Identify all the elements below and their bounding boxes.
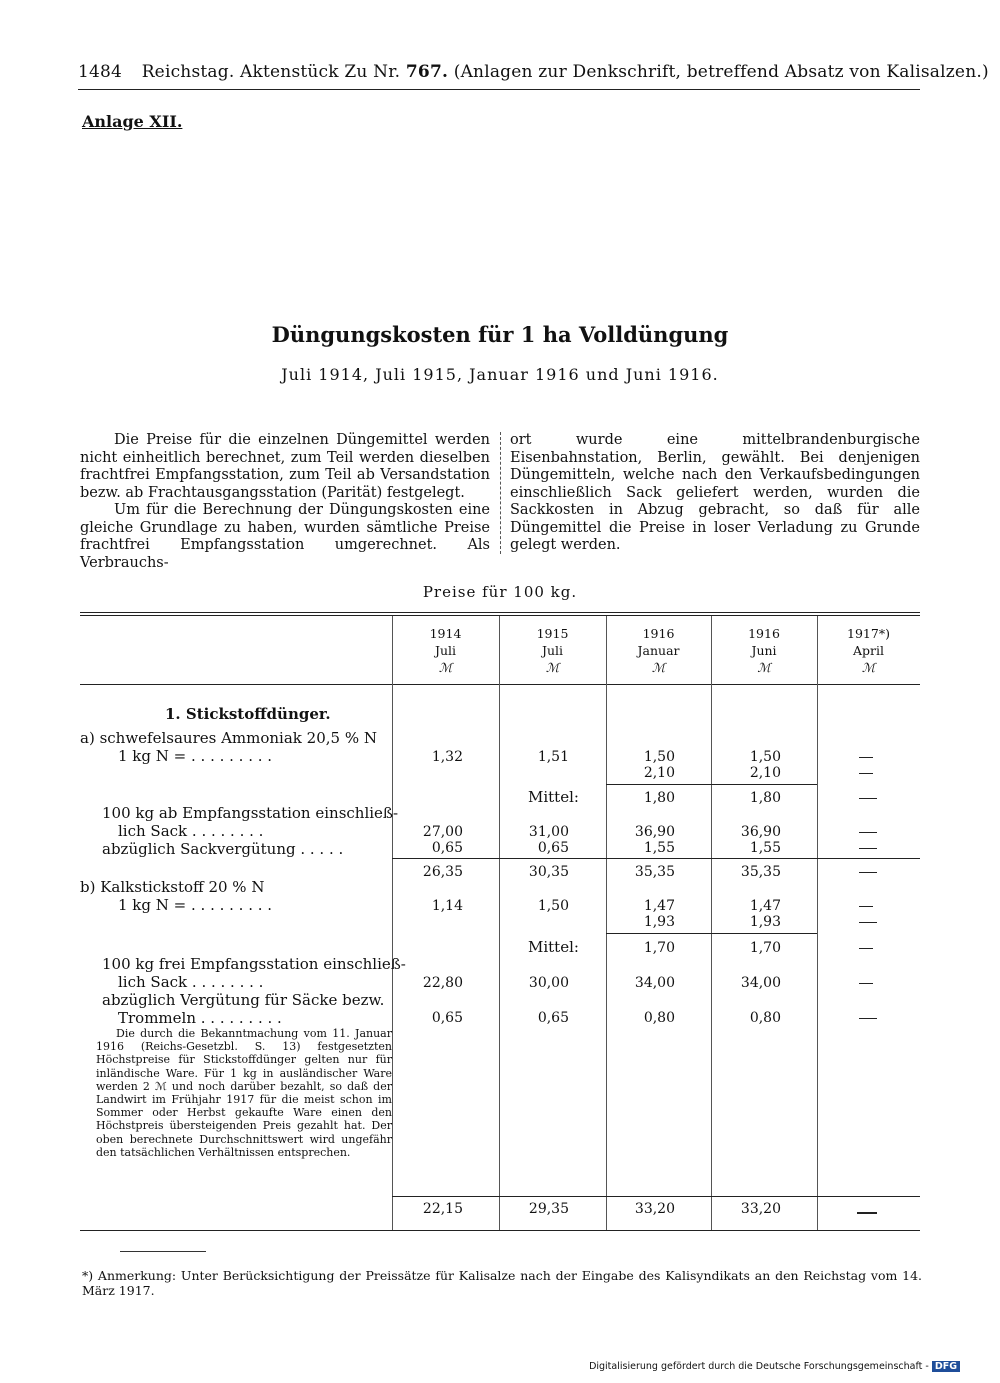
total-value: 33,20	[634, 1201, 675, 1217]
table-top-rule	[80, 612, 920, 613]
column-month: Juli	[434, 643, 457, 658]
total-value: 22,15	[422, 1201, 463, 1217]
cell-value: 2,10	[643, 765, 675, 781]
cell-value: 1,55	[749, 840, 781, 856]
section-heading: 1. Stickstoffdünger.	[165, 705, 331, 723]
empty-dash	[859, 832, 877, 833]
cell-value: 30,00	[528, 975, 569, 991]
empty-dash	[859, 798, 877, 799]
column-header	[499, 625, 606, 676]
mittel-rule	[606, 933, 817, 934]
table-top-rule-2	[80, 615, 920, 616]
column-year: 1916	[748, 626, 780, 641]
cell-value: 0,65	[431, 840, 463, 856]
table-bottom-rule	[80, 1230, 920, 1231]
empty-dash	[859, 773, 873, 774]
column-header	[711, 625, 817, 676]
empty-dash	[859, 983, 873, 984]
row-label: Trommeln . . . . . . . . .	[118, 1009, 282, 1027]
credit-text: Digitalisierung gefördert durch die Deutsche Forschungsgemeinschaft -	[589, 1361, 929, 1372]
cell-value: 27,00	[422, 824, 463, 840]
cell-value: 1,70	[749, 940, 781, 956]
row-label: abzüglich Vergütung für Säcke bezw.	[102, 991, 385, 1009]
page-title: Düngungskosten für 1 ha Volldüngung	[271, 322, 729, 347]
empty-dash	[859, 906, 873, 907]
cell-value: 1,93	[749, 914, 781, 930]
row-label: abzüglich Sackvergütung . . . . .	[102, 840, 344, 858]
cell-value: 1,80	[643, 790, 675, 806]
column-unit: ℳ	[545, 660, 560, 675]
column-header	[392, 625, 499, 676]
row-label: lich Sack . . . . . . . .	[118, 973, 264, 991]
cell-value: 1,32	[431, 749, 463, 765]
empty-dash	[859, 872, 877, 873]
running-header	[78, 62, 989, 82]
table-header-rule	[80, 684, 920, 685]
table-col-line	[711, 616, 712, 1231]
empty-dash	[859, 1018, 877, 1019]
empty-dash	[859, 948, 873, 949]
cell-value: 31,00	[528, 824, 569, 840]
row-label: b) Kalkstickstoff 20 % N	[80, 878, 265, 896]
column-header	[817, 625, 920, 676]
row-label: 100 kg ab Empfangsstation einschließ-	[102, 804, 399, 822]
total-value: 29,35	[528, 1201, 569, 1217]
intro-paragraph-2: Um für die Berechnung der Düngungskosten eine gleiche Grundlage zu haben, wurden sämtliche Preise frachtfrei Empfangsstation umgerechnet. Als Verbrauchs-	[80, 502, 490, 571]
table-col-line	[606, 616, 607, 1231]
column-month: Juni	[751, 643, 777, 658]
page-number: 1484	[78, 62, 123, 82]
cell-value: 1,47	[643, 898, 675, 914]
cell-value: 1,51	[537, 749, 569, 765]
table-col-line	[499, 616, 500, 1231]
cell-value: 30,35	[528, 864, 569, 880]
dfg-logo: DFG	[932, 1361, 960, 1372]
table-col-line	[392, 616, 393, 1231]
mittel-label: Mittel:	[528, 938, 579, 956]
cell-value: 2,10	[749, 765, 781, 781]
cell-value: 1,14	[431, 898, 463, 914]
cell-value: 35,35	[634, 864, 675, 880]
column-unit: ℳ	[651, 660, 666, 675]
cell-value: 0,80	[749, 1010, 781, 1026]
anlage-label: Anlage XII.	[82, 112, 183, 131]
subtotal-rule	[392, 858, 920, 859]
cell-value: 1,55	[643, 840, 675, 856]
cell-value: 26,35	[422, 864, 463, 880]
cell-value: 0,65	[431, 1010, 463, 1026]
total-rule	[392, 1196, 920, 1197]
column-year: 1917*)	[847, 626, 890, 641]
empty-dash	[859, 757, 873, 758]
column-unit: ℳ	[438, 660, 453, 675]
intro-left-column	[80, 432, 490, 572]
cell-value: 0,65	[537, 1010, 569, 1026]
digitization-credit	[589, 1361, 960, 1372]
cell-value: 1,50	[643, 749, 675, 765]
mittel-label: Mittel:	[528, 788, 579, 806]
page-subtitle: Juli 1914, Juli 1915, Januar 1916 und Juni 1916.	[281, 365, 719, 384]
column-year: 1916	[642, 626, 675, 641]
row-label: 1 kg N = . . . . . . . . .	[118, 747, 273, 765]
table-note-text: Die durch die Bekanntmachung vom 11. Januar 1916 (Reichs-Gesetzbl. S. 13) festgesetzten Höchstpreise für Stickstoffdünger gelten nur für inländische Ware. Für 1 kg in ausländischer Ware werden 2 ℳ und noch darüber bezahlt, so daß der Landwirt im Frühjahr 1917 für die meist schon im Sommer oder Herbst gekaufte Ware einen den Höchstpreis übersteigenden Preis gezahlt hat. Der oben berechnete Durchschnittswert wird ungefähr den tatsächlichen Verhältnissen entsprechen.	[96, 1027, 392, 1159]
column-year: 1914	[429, 626, 462, 641]
header-rule	[78, 89, 920, 90]
row-label: a) schwefelsaures Ammoniak 20,5 % N	[80, 729, 377, 747]
row-label: 1 kg N = . . . . . . . . .	[118, 896, 273, 914]
empty-dash	[857, 1212, 877, 1214]
cell-value: 36,90	[740, 824, 781, 840]
cell-value: 1,93	[643, 914, 675, 930]
footnote-rule	[120, 1251, 206, 1252]
cell-value: 1,50	[749, 749, 781, 765]
column-header	[606, 625, 711, 676]
empty-dash	[859, 848, 877, 849]
cell-value: 36,90	[634, 824, 675, 840]
column-unit: ℳ	[757, 660, 771, 675]
cell-value: 1,47	[749, 898, 781, 914]
header-doc-number: 767.	[405, 62, 449, 82]
column-unit: ℳ	[861, 660, 876, 675]
empty-dash	[859, 922, 877, 923]
cell-value: 1,70	[643, 940, 675, 956]
cell-value: 1,50	[537, 898, 569, 914]
table-col-line	[817, 616, 818, 1231]
table-note	[96, 1027, 392, 1159]
intro-paragraph-3: ort wurde eine mittelbrandenburgische Eisenbahnstation, Berlin, gewählt. Bei denjenigen Düngemitteln, welche nach den Verkaufsbedingungen einschließlich Sack geliefert werden, wurden die Sackkosten in Abzug gebracht, so daß für alle Düngemittel die Preise in loser Verladung zu Grunde gelegt werden.	[510, 432, 920, 553]
column-year: 1915	[536, 626, 569, 641]
row-label: 100 kg frei Empfangsstation einschließ-	[102, 955, 406, 973]
row-label: lich Sack . . . . . . . .	[118, 822, 264, 840]
footnote: *) Anmerkung: Unter Berücksichtigung der Preissätze für Kalisalze nach der Eingabe des Kalisyndikats an den Reichstag vom 14. März 1917.	[82, 1268, 922, 1298]
cell-value: 0,65	[537, 840, 569, 856]
cell-value: 0,80	[643, 1010, 675, 1026]
column-month: April	[853, 643, 884, 658]
cell-value: 1,80	[749, 790, 781, 806]
intro-right-column	[510, 432, 920, 555]
cell-value: 35,35	[740, 864, 781, 880]
column-month: Juli	[541, 643, 564, 658]
column-month: Januar	[637, 643, 680, 658]
header-paren: (Anlagen zur Denkschrift, betreffend Absatz von Kalisalzen.)	[453, 62, 989, 82]
intro-paragraph-1: Die Preise für die einzelnen Düngemittel werden nicht einheitlich berechnet, zum Teil werden dieselben frachtfrei Empfangsstation, zum Teil ab Versandstation bezw. ab Frachtausgangsstation (Parität) festgelegt.	[80, 432, 490, 501]
cell-value: 22,80	[422, 975, 463, 991]
table-caption: Preise für 100 kg.	[422, 583, 578, 601]
column-separator	[500, 432, 501, 554]
header-text: Reichstag. Aktenstück Zu Nr.	[141, 62, 401, 82]
mittel-rule	[606, 784, 817, 785]
cell-value: 34,00	[740, 975, 781, 991]
total-value: 33,20	[740, 1201, 781, 1217]
cell-value: 34,00	[634, 975, 675, 991]
